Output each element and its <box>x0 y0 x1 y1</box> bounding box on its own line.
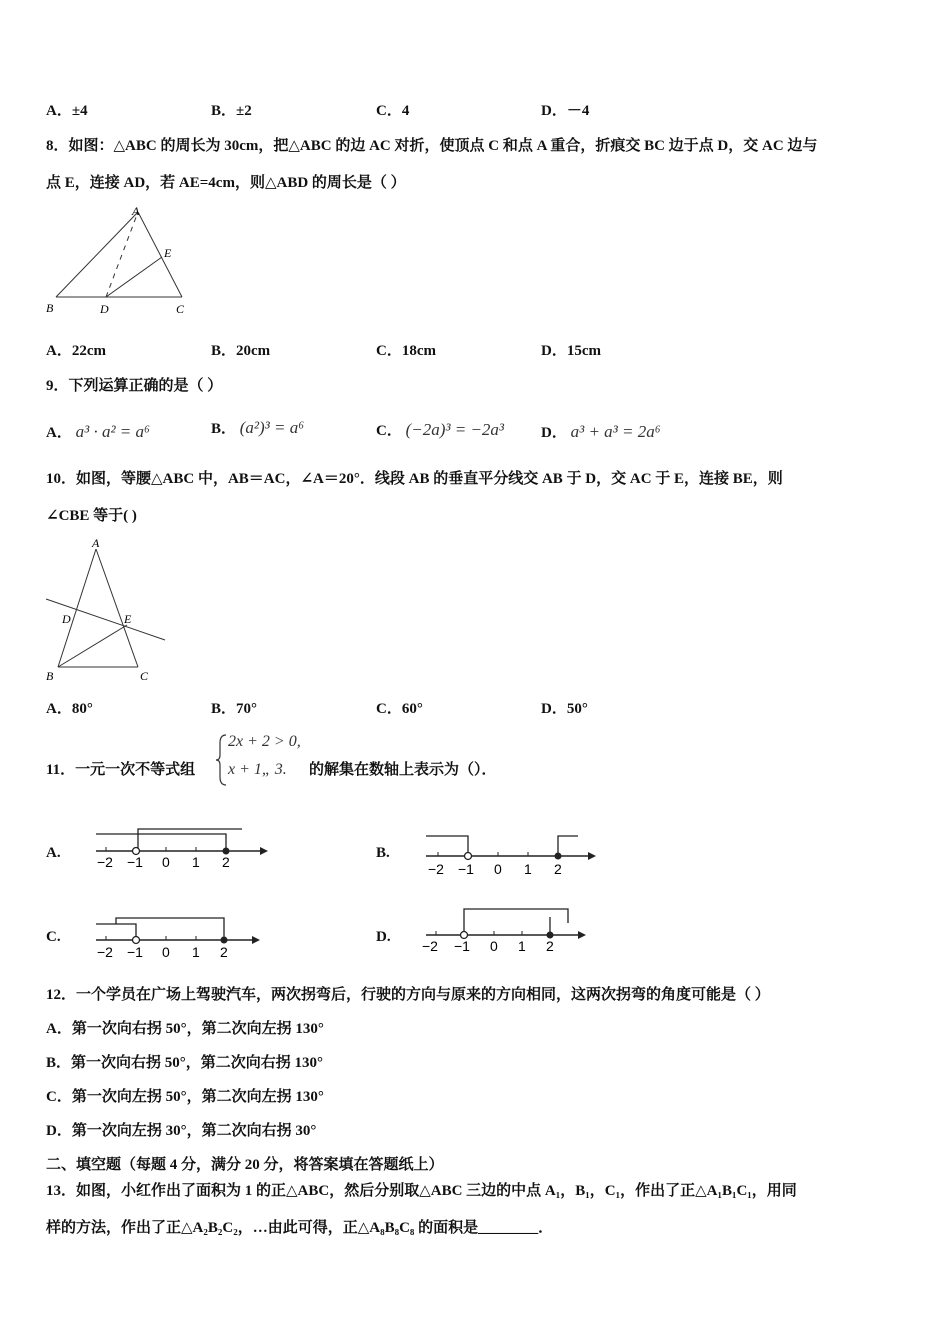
q8-option-c[interactable]: C．18cm <box>376 343 436 359</box>
svg-text:2: 2 <box>546 938 554 954</box>
q8-label-c: C <box>176 302 185 316</box>
svg-text:−2: −2 <box>422 938 438 954</box>
q8-option-a[interactable]: A．22cm <box>46 343 106 359</box>
svg-text:1: 1 <box>524 861 532 877</box>
q12-option-c[interactable]: C．第一次向左拐 50°，第二次向左拐 130° <box>46 1089 324 1105</box>
svg-text:−1: −1 <box>127 854 143 870</box>
q12-option-a[interactable]: A．第一次向右拐 50°，第二次向左拐 130° <box>46 1021 324 1037</box>
svg-text:−1: −1 <box>458 861 474 877</box>
q11-option-c-label[interactable]: C. <box>46 929 61 945</box>
q11-option-c-number-line[interactable] <box>88 910 268 962</box>
q8-stem-line2: 点 E，连接 AD，若 AE=4cm，则△ABD 的周长是（ ） <box>46 175 406 191</box>
q11-option-b-number-line[interactable] <box>418 828 598 878</box>
q10-label-a: A <box>92 536 100 550</box>
svg-text:−2: −2 <box>97 854 113 870</box>
q12-option-b[interactable]: B．第一次向右拐 50°，第二次向右拐 130° <box>46 1055 324 1071</box>
svg-text:1: 1 <box>192 854 200 870</box>
q7-option-a[interactable]: A．±4 <box>46 103 88 119</box>
svg-text:0: 0 <box>490 938 498 954</box>
q10-label-e: E <box>124 612 132 626</box>
svg-text:0: 0 <box>162 854 170 870</box>
q8-stem-line1: 8．如图：△ABC 的周长为 30cm，把△ABC 的边 AC 对折，使顶点 C 和点 A 重合，折痕交 BC 边于点 D，交 AC 边与 <box>46 138 818 154</box>
q13-stem-line1: 13．如图，小红作出了面积为 1 的正△ABC，然后分别取△ABC 三边的中点 A₁，B₁，C₁，作出了正△A₁B₁C₁，用同 <box>46 1183 797 1199</box>
q11-option-a-label[interactable]: A. <box>46 845 61 861</box>
q10-label-c: C <box>140 669 149 683</box>
q8-label-d: D <box>100 302 109 316</box>
section2-title: 二、填空题（每题 4 分，满分 20 分，将答案填在答题纸上） <box>46 1157 444 1173</box>
q10-stem-line2: ∠CBE 等于( ) <box>46 508 137 524</box>
q10-label-d: D <box>62 612 71 626</box>
q9-option-c[interactable]: C． (−2a)³ = −2a³ <box>376 420 505 439</box>
q11-brace-icon <box>216 733 228 787</box>
q11-inequality-system <box>216 733 306 787</box>
q12-stem: 12．一个学员在广场上驾驶汽车，两次拐弯后，行驶的方向与原来的方向相同，这两次拐弯的角度可能是（ ） <box>46 987 770 1003</box>
q8-option-d[interactable]: D．15cm <box>541 343 601 359</box>
q9-option-d[interactable]: D． a³ + a³ = 2a⁶ <box>541 422 661 441</box>
q11-option-a-number-line[interactable] <box>88 823 268 873</box>
svg-text:1: 1 <box>192 944 200 960</box>
q9-stem: 9．下列运算正确的是（ ） <box>46 378 223 394</box>
svg-text:2: 2 <box>554 861 562 877</box>
q7-option-d[interactable]: D．－4 <box>541 103 590 119</box>
q11-suffix: 的解集在数轴上表示为（）． <box>309 762 497 778</box>
q11-option-b-label[interactable]: B. <box>376 845 390 861</box>
q10-option-b[interactable]: B．70° <box>211 701 258 717</box>
q12-option-d[interactable]: D．第一次向左拐 30°，第二次向右拐 30° <box>46 1123 317 1139</box>
q11-option-d-label[interactable]: D. <box>376 929 391 945</box>
q8-label-a: A <box>132 204 140 218</box>
q10-stem-line1: 10．如图，等腰△ABC 中，AB＝AC，∠A＝20°．线段 AB 的垂直平分线交 AB 于 D，交 AC 于 E，连接 BE，则 <box>46 471 783 487</box>
q10-option-d[interactable]: D．50° <box>541 701 588 717</box>
q10-option-c[interactable]: C．60° <box>376 701 423 717</box>
q8-triangle-figure <box>44 202 190 320</box>
q8-label-b: B <box>46 301 54 315</box>
svg-text:0: 0 <box>162 944 170 960</box>
q10-option-a[interactable]: A．80° <box>46 701 93 717</box>
svg-text:−2: −2 <box>428 861 444 877</box>
svg-text:2: 2 <box>222 854 230 870</box>
q11-option-d-number-line[interactable] <box>418 903 598 959</box>
q11-prefix: 11．一元一次不等式组 <box>46 762 196 778</box>
q10-label-b: B <box>46 669 54 683</box>
svg-text:1: 1 <box>518 938 526 954</box>
svg-text:−2: −2 <box>97 944 113 960</box>
q8-option-b[interactable]: B．20cm <box>211 343 271 359</box>
q13-stem-line2: 样的方法，作出了正△A₂B₂C₂，…由此可得，正△A₈B₈C₈ 的面积是________． <box>46 1220 554 1236</box>
q11-system-line2: x + 1„ 3. <box>228 761 287 778</box>
q9-option-a[interactable]: A． a³ · a² = a⁶ <box>46 422 150 441</box>
q10-triangle-figure <box>44 535 170 683</box>
q9-option-b[interactable]: B． (a²)³ = a⁶ <box>211 418 305 437</box>
q8-label-e: E <box>164 246 172 260</box>
svg-text:0: 0 <box>494 861 502 877</box>
svg-text:2: 2 <box>220 944 228 960</box>
q7-option-b[interactable]: B．±2 <box>211 103 252 119</box>
q7-option-c[interactable]: C．4 <box>376 103 410 119</box>
svg-text:−1: −1 <box>127 944 143 960</box>
svg-text:−1: −1 <box>454 938 470 954</box>
q11-system-line1: 2x + 2 > 0, <box>228 733 301 750</box>
